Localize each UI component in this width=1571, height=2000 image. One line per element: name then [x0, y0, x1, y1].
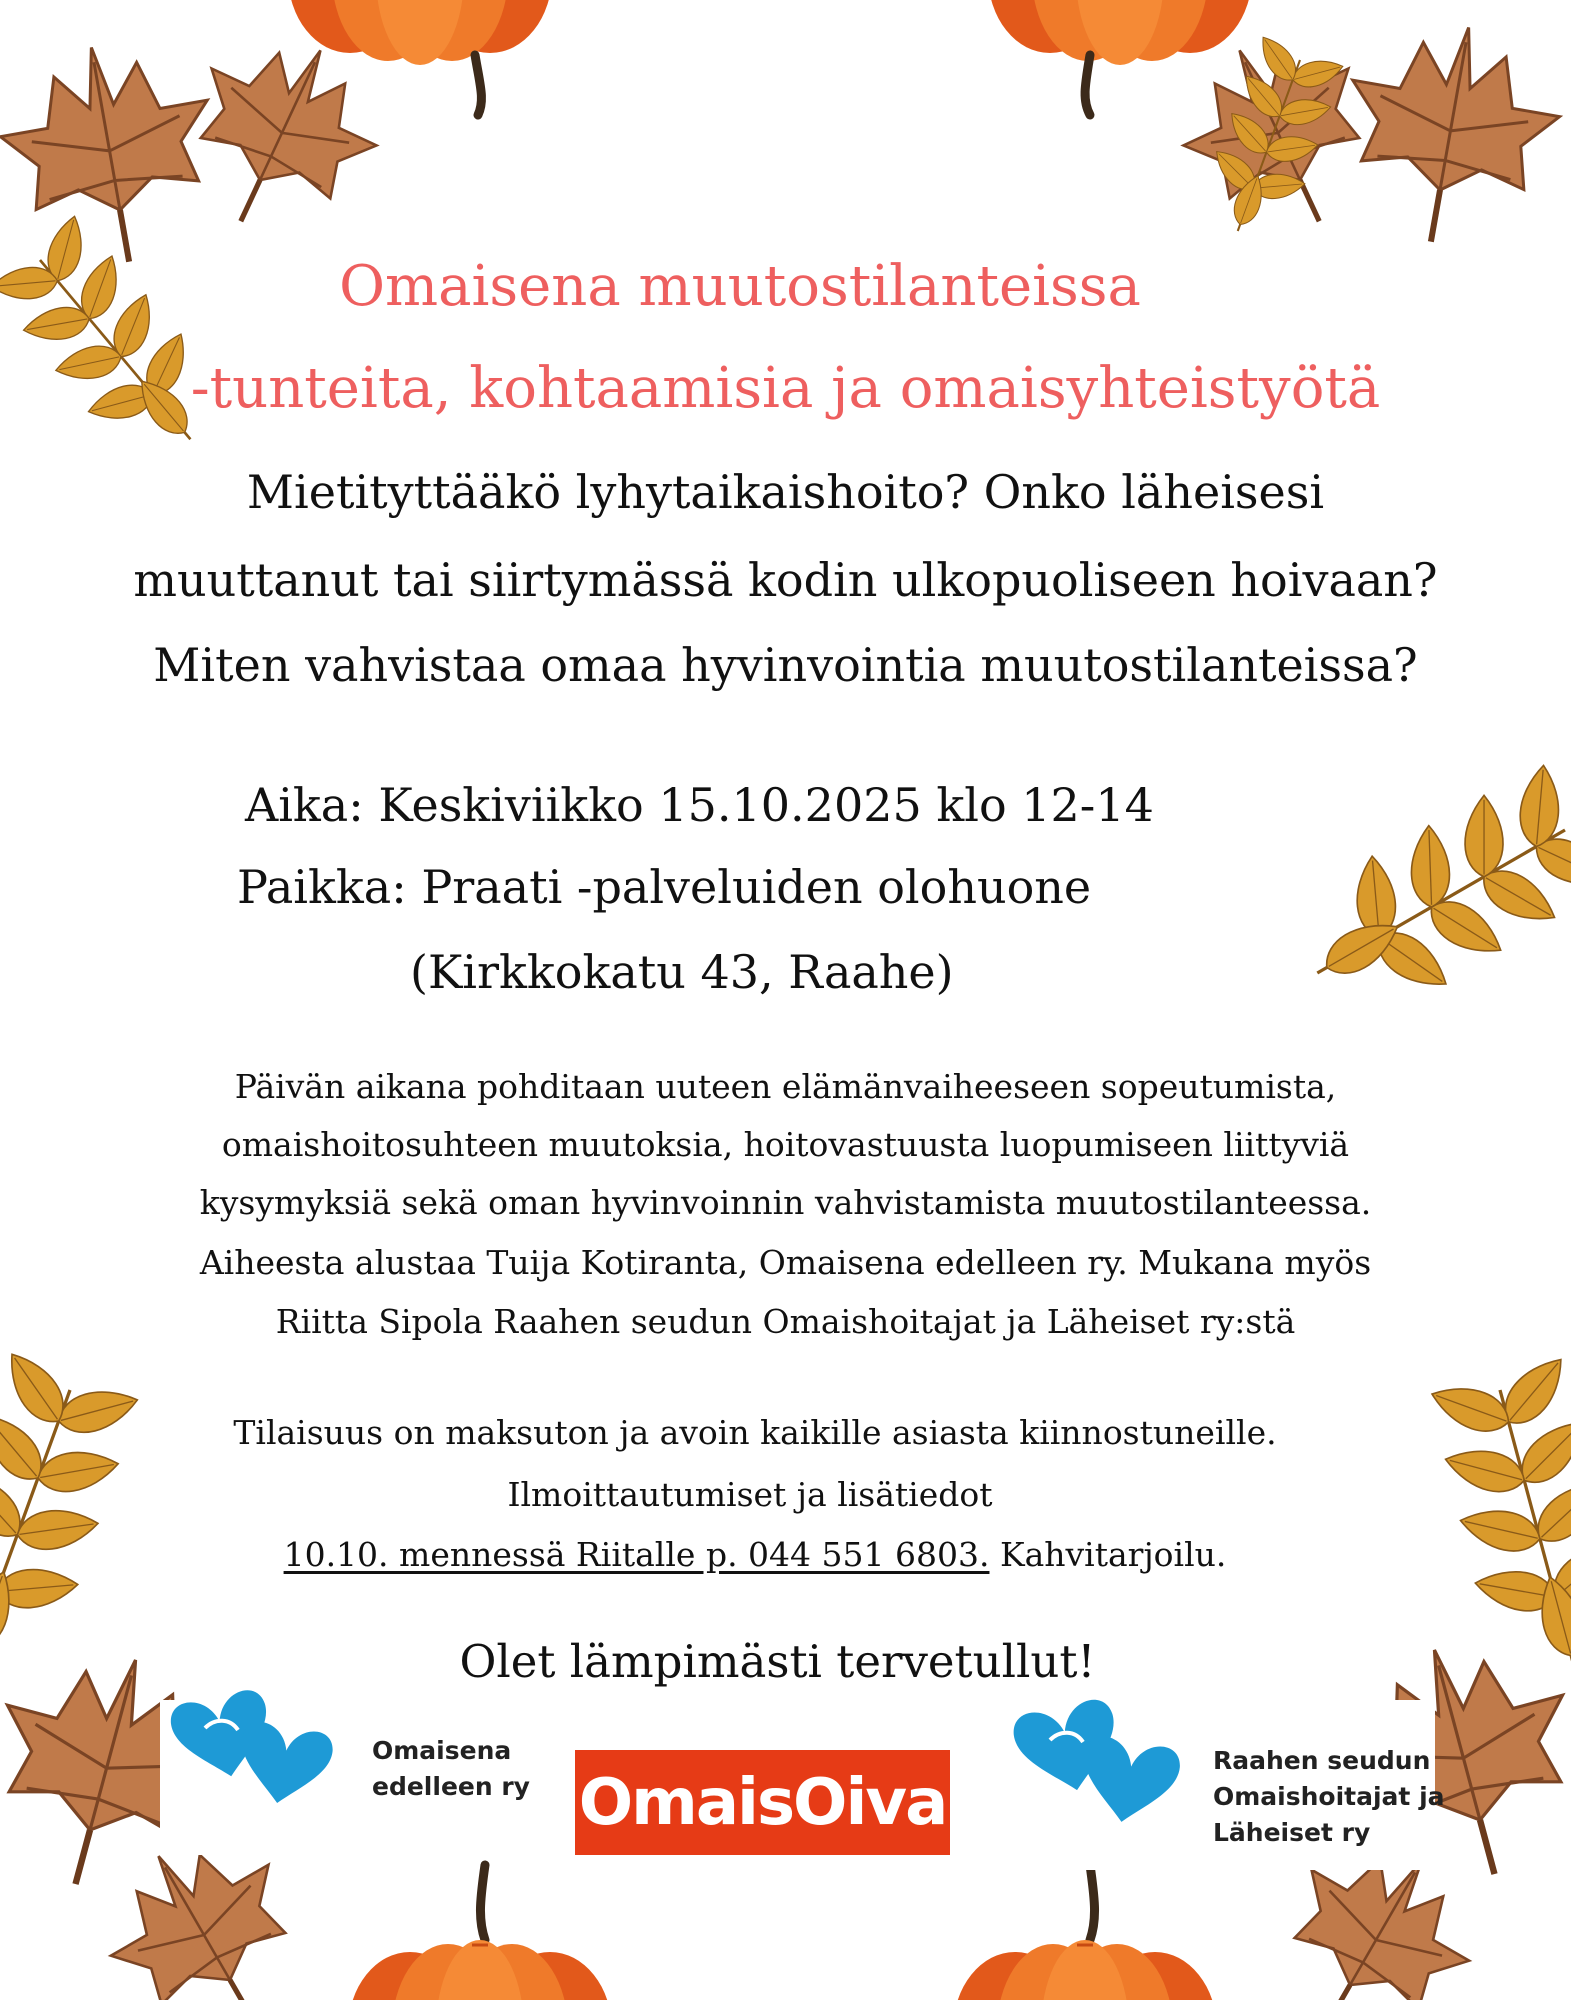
question-line-3: Miten vahvistaa omaa hyvinvointia muutostilanteissa?	[153, 638, 1418, 692]
title-line-1: Omaisena muutostilanteissa	[339, 254, 1141, 319]
maple-leaf-icon	[1327, 9, 1571, 260]
welcome-text: Olet lämpimästi tervetullut!	[459, 1635, 1096, 1688]
registration-text: Ilmoittautumiset ja lisätiedot	[507, 1475, 993, 1514]
event-place: Paikka: Praati -palveluiden olohuone	[237, 860, 1092, 914]
logo-label: Omaisena	[372, 1736, 512, 1765]
event-address: (Kirkkokatu 43, Raahe)	[410, 945, 954, 999]
description-line: kysymyksiä sekä oman hyvinvoinnin vahvistamista muutostilanteessa.	[199, 1183, 1372, 1222]
registration-contact	[0, 1535, 1510, 1574]
description-line: omaishoitosuhteen muutoksia, hoitovastuusta luopumiseen liittyviä	[221, 1125, 1350, 1164]
top-right-pumpkin	[988, 0, 1252, 115]
event-time: Aika: Keskiviikko 15.10.2025 klo 12-14	[245, 778, 1154, 832]
free-event-text: Tilaisuus on maksuton ja avoin kaikille asiasta kiinnostuneille.	[233, 1413, 1277, 1452]
logo-label: Raahen seudun	[1213, 1746, 1431, 1775]
leaf-branch-icon	[1276, 745, 1571, 1044]
logo-label: Läheiset ry	[1213, 1818, 1371, 1847]
description-line: Riitta Sipola Raahen seudun Omaishoitajat ja Läheiset ry:stä	[275, 1302, 1296, 1341]
registration-phone-link[interactable]: 10.10. mennessä Riitalle p. 044 551 6803.	[283, 1535, 990, 1574]
description-line: Aiheesta alustaa Tuija Kotiranta, Omaisena edelleen ry. Mukana myös	[199, 1243, 1372, 1282]
question-line-2: muuttanut tai siirtymässä kodin ulkopuoliseen hoivaan?	[133, 553, 1438, 607]
omaisoiva-logo: OmaisOiva	[575, 1750, 950, 1855]
description-line: Päivän aikana pohditaan uuteen elämänvaiheeseen sopeutumista,	[234, 1067, 1337, 1106]
leaf-branch-icon	[0, 199, 242, 483]
maple-leaf-icon	[0, 29, 233, 280]
coffee-text: Kahvitarjoilu.	[989, 1535, 1227, 1574]
question-line-1: Mietityttääkö lyhytaikaishoito? Onko läheisesi	[246, 465, 1325, 519]
bottom-left-pumpkin	[348, 1865, 612, 2000]
title-line-2: -tunteita, kohtaamisia ja omaisyhteistyötä	[190, 356, 1381, 421]
logo-label: Omaishoitajat ja	[1213, 1782, 1445, 1811]
logo-label: edelleen ry	[372, 1772, 530, 1801]
bottom-right-pumpkin	[953, 1865, 1217, 2000]
